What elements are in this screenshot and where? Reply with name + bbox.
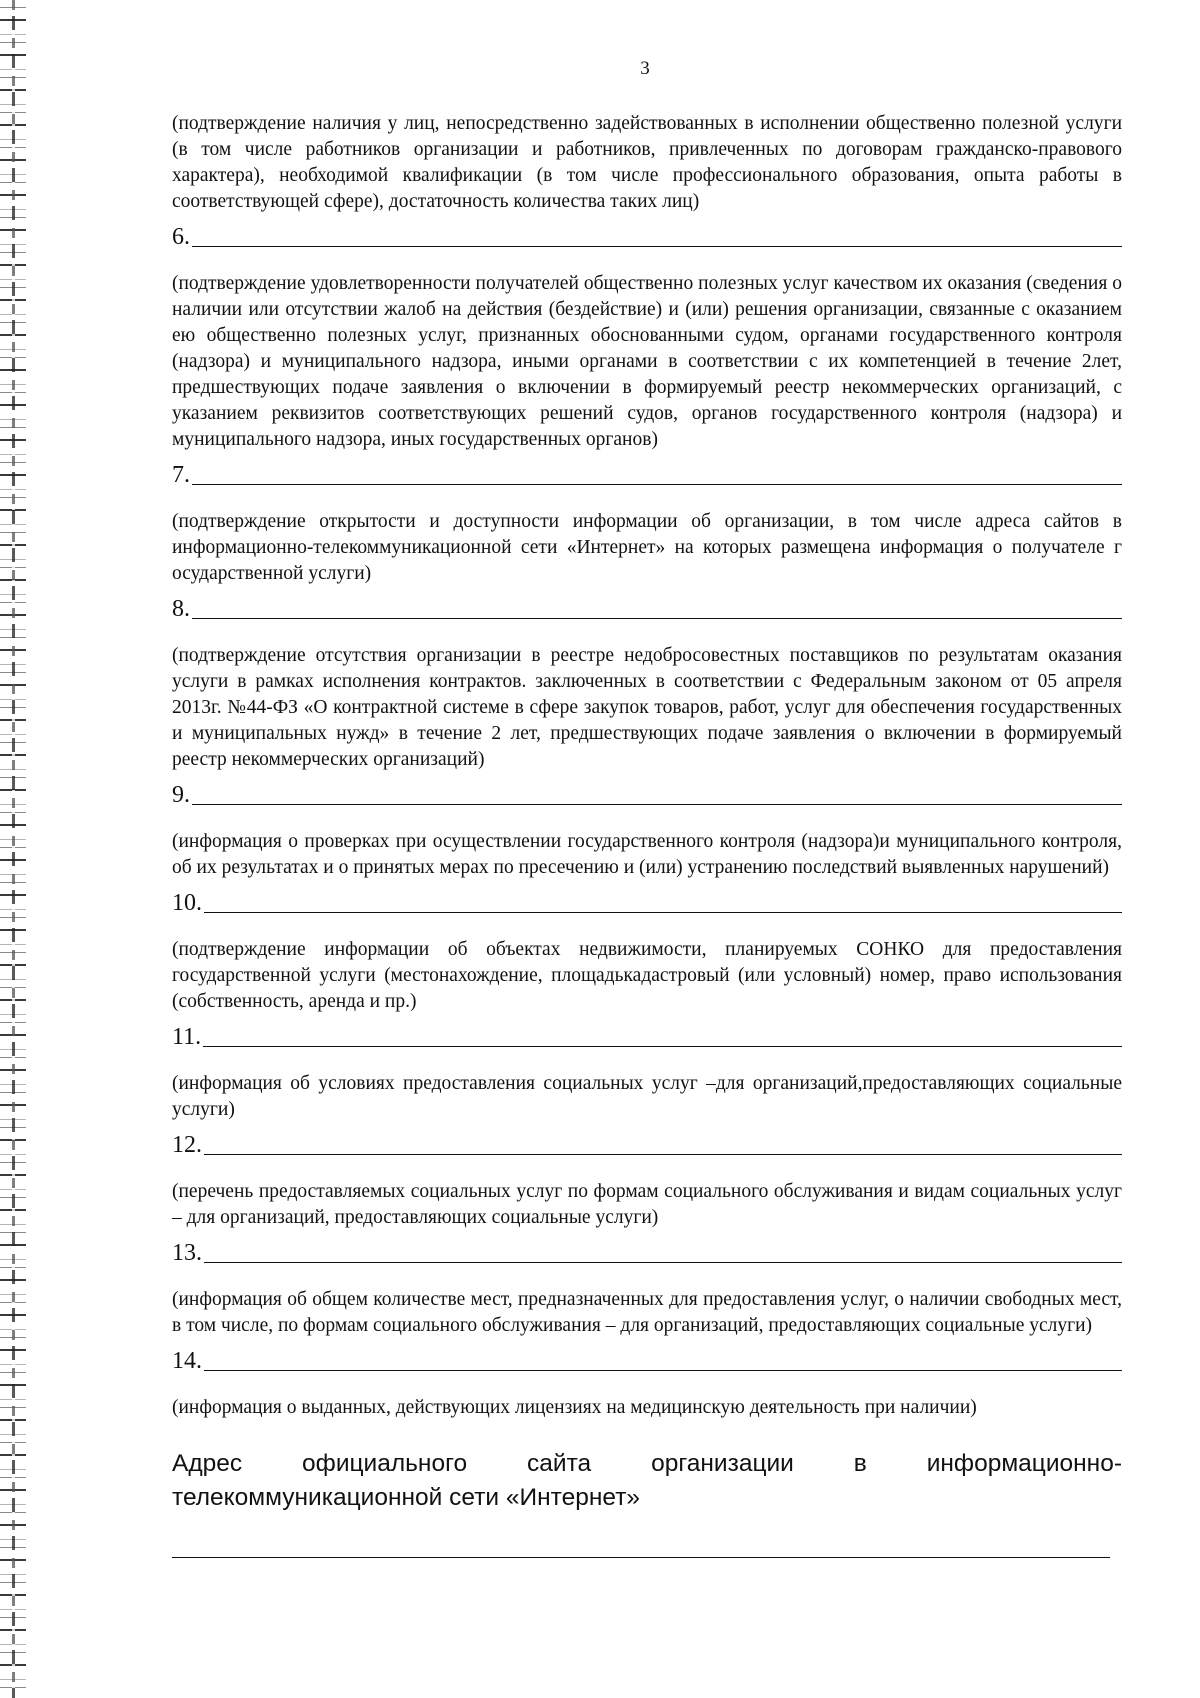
- field-6: [172, 221, 1122, 251]
- website-address-heading: Адрес официального сайта организации в информационно-телекоммуникационной сети «Интернет»: [172, 1450, 1122, 1511]
- field-number: 7.: [172, 462, 190, 488]
- field-number: 14.: [172, 1348, 202, 1374]
- field-number: 12.: [172, 1132, 202, 1158]
- field-8: [172, 593, 1122, 623]
- field-note: (подтверждение отсутствия организации в реестре недобросовестных поставщиков по результатам оказания услуги в рамках исполнения контрактов. заключенных в соответствии с Федеральным законом от 05 апреля 2013г. №44-ФЗ «О контрактной системе в сфере закупок товаров, работ, услуг для обеспечения государственных и муниципальных нужд» в течение 2 лет, предшествующих подаче заявления о включении в формируемый реестр некоммерческих организаций): [172, 645, 1122, 770]
- field-13: [172, 1237, 1122, 1267]
- fill-in-line[interactable]: [204, 1370, 1122, 1371]
- field-9: [172, 779, 1122, 809]
- field-note: (информация об общем количестве мест, предназначенных для предоставления услуг, о наличии свободных мест, в том числе, по формам социального обслуживания – для организаций, предоставляющих социальные услуги): [172, 1289, 1122, 1336]
- page-number: 3: [640, 58, 650, 79]
- field-number: 8.: [172, 596, 190, 622]
- field-note: (подтверждение информации об объектах недвижимости, планируемых СОНКО для предоставления государственной услуги (местонахождение, площадькадастровый (или условный) номер, право использования (собственность, аренда и пр.): [172, 939, 1122, 1012]
- field-number: 9.: [172, 782, 190, 808]
- field-note: (подтверждение открытости и доступности информации об организации, в том числе адреса сайтов в информационно-телекоммуникационной сети «Интернет» на которых размещена информация о получателе г осударственной услуги): [172, 511, 1122, 584]
- document-body: [172, 111, 1122, 1558]
- field-12: [172, 1129, 1122, 1159]
- field-number: 10.: [172, 890, 202, 916]
- field-note: (информация о выданных, действующих лицензиях на медицинскую деятельность при наличии): [172, 1397, 977, 1418]
- intro-note: (подтверждение наличия у лиц, непосредственно задействованных в исполнении общественно полезной услуги (в том числе работников организации и работников, привлеченных по договорам гражданско-правового характера), необходимой квалификации (в том числе профессионального образования, опыта работы в соответствующей сфере), достаточность количества таких лиц): [172, 113, 1122, 212]
- fill-in-line[interactable]: [204, 1262, 1122, 1263]
- field-14: [172, 1345, 1122, 1375]
- fill-in-line[interactable]: [204, 912, 1122, 913]
- scan-edge-artifact: [0, 0, 26, 1698]
- field-note: (подтверждение удовлетворенности получателей общественно полезных услуг качеством их оказания (сведения о наличии или отсутствии жалоб на действия (бездействие) и (или) решения организации, связанные с оказанием ею общественно полезных услуг, признанных обоснованными судом, органами государственного контроля (надзора) и муниципального надзора, иными органами в соответствии с их компетенцией в течение 2лет, предшествующих подаче заявления о включении в формируемый реестр некоммерческих организаций, с указанием реквизитов соответствующих решений судов, органов государственного контроля (надзора) и муниципального надзора, иных государственных органов): [172, 273, 1122, 450]
- fill-in-line[interactable]: [203, 1046, 1122, 1047]
- field-10: [172, 887, 1122, 917]
- fill-in-line[interactable]: [192, 246, 1122, 247]
- field-note: (перечень предоставляемых социальных услуг по формам социального обслуживания и видам социальных услуг – для организаций, предоставляющих социальные услуги): [172, 1181, 1122, 1228]
- fill-in-line[interactable]: [192, 484, 1122, 485]
- field-7: [172, 459, 1122, 489]
- field-note: (информация об условиях предоставления социальных услуг –для организаций,предоставляющих социальные услуги): [172, 1073, 1122, 1120]
- field-number: 11.: [172, 1024, 202, 1050]
- field-number: 6.: [172, 224, 190, 250]
- fill-in-line[interactable]: [192, 618, 1122, 619]
- field-number: 13.: [172, 1240, 202, 1266]
- field-11: [172, 1021, 1122, 1051]
- field-note: (информация о проверках при осуществлении государственного контроля (надзора)и муниципального контроля, об их результатах и о принятых мерах по пресечению и (или) устранению последствий выявленных нарушений): [172, 831, 1122, 878]
- fill-in-line[interactable]: [204, 1154, 1122, 1155]
- website-address-line[interactable]: [172, 1557, 1110, 1558]
- fill-in-line[interactable]: [192, 804, 1122, 805]
